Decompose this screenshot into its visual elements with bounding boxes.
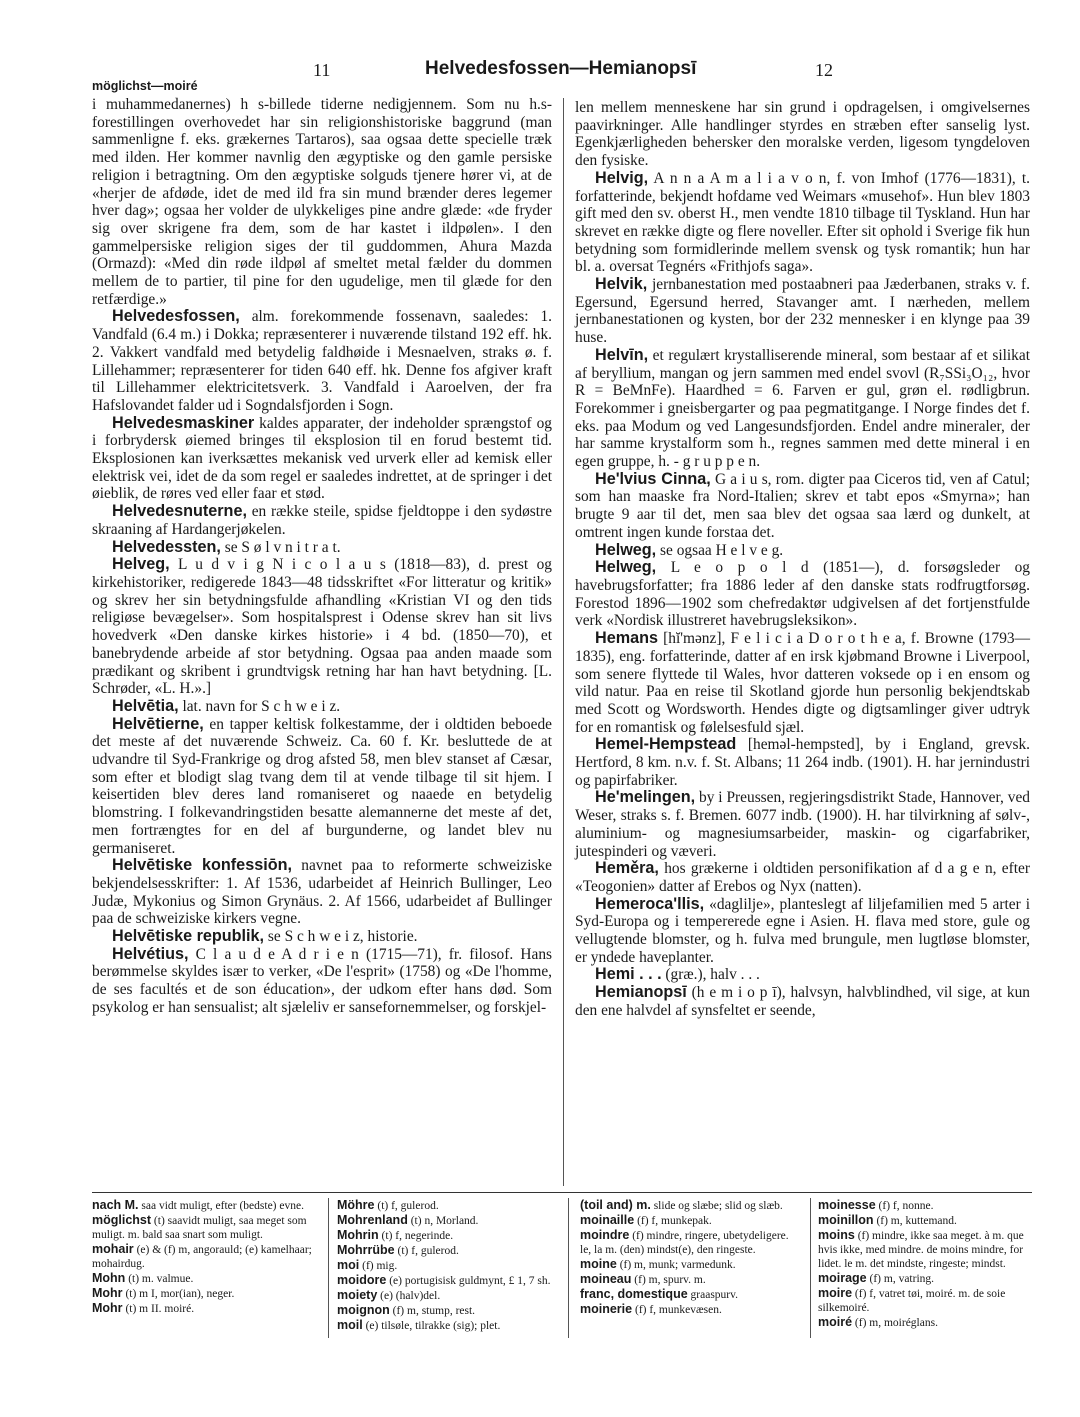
- vocab-gloss: (f) f, munkevæsen.: [632, 1304, 722, 1316]
- entry-text: G a i u s, rom. digter paa Ciceros tid, ven af Catul; som han maaske fra Nord-Italien; skrev et tabt epos «Smyrna»; han brugte 9 aar til det, men saa blev det ogsaa saa lærd og dunkelt, at omtrent ingen kunde forstaa det.: [575, 470, 1030, 541]
- entry-headword: Helweg,: [595, 558, 657, 577]
- column-divider: [563, 98, 564, 1186]
- entry-headword: Hemeroca'llis,: [595, 894, 705, 913]
- vocab-headword: moinaille: [580, 1213, 635, 1227]
- dictionary-entry: [575, 347, 1030, 471]
- dictionary-entry: [575, 471, 1030, 542]
- vocab-headword: Mohrenland: [337, 1213, 408, 1227]
- vocab-entry: [580, 1272, 802, 1287]
- entry-text: by i Preussen, regjeringsdistrikt Stade, Hannover, ved Weser, straks s. f. Bremen. 6077 indb. (1900). H. har tilvirkning af sølv-, aluminium- og magnesiumsarbeider, maskin- og cigarfabriker, jutespinderi og væveri.: [575, 789, 1030, 860]
- vocab-headword: moidore: [337, 1273, 387, 1287]
- vocab-headword: Möhre: [337, 1198, 375, 1212]
- entry-text: jernbanestation med postaabneri paa Jæderbanen, straks v. f. Egersund, Egersund herred, Stavanger amt. I nærheden, mellem jernbanestationen og kysten, bor der 232 mennesker i en klynge paa 39 huse.: [575, 276, 1030, 347]
- right-column: [575, 99, 1030, 1020]
- vocab-gloss: (t) m. valmue.: [125, 1273, 194, 1285]
- entry-text: L e o p o l d (1851—), d. forsøgsleder og havebrugsforfatter; fra 1886 leder af den danske stats rodfrugtforsøg. Forestod 1896—1902 som chefredaktør udgivelsen af det fortjenstfulde verk «Nordisk illustreret havebrugsleksikon».: [575, 559, 1030, 630]
- running-title: Helvedesfossen—Hemianopsī: [425, 58, 697, 79]
- vocab-gloss: (f) f, nonne.: [875, 1200, 934, 1212]
- entry-headword: Helvedesnuterne,: [112, 502, 247, 521]
- entry-text: alm. forekommende fossenavn, saaledes: 1. Vandfald (6.4 m.) i Dokka; repræsenterer i nuværende tilstand 192 eff. hk. 2. Vakkert vandfald med betydelig faldhøide i Mesnaelven, straks ø. f. Lillehammer; repræsenterer for tiden 640 eff. hk. Denne fos afgiver kraft til Lillehammer elektricitetsverk. 3. Vandfald i Aaroelven, der fra Hafslovandet falder ud i Sogndalsfjorden i Sogn.: [92, 308, 552, 414]
- entry-headword: Helveg,: [112, 555, 170, 574]
- vocab-entry: [818, 1271, 1032, 1286]
- dictionary-entry: [92, 716, 552, 858]
- dictionary-entry: [92, 415, 552, 504]
- vocab-gloss: (f) mindre, ikke saa meget. à m. que hvis ikke, med mindre. de moins mindre, for lidet. le m. det mindste, ringeste; mindst.: [818, 1230, 1024, 1270]
- entry-headword: Helvétius,: [112, 944, 189, 963]
- vocab-headword: Mohn: [92, 1271, 126, 1285]
- vocab-column-3: [580, 1198, 802, 1317]
- vocab-headword: mohair: [92, 1242, 134, 1256]
- entry-headword: Helvētierne,: [112, 714, 204, 733]
- entry-headword: Hemel-Hempstead: [595, 735, 737, 754]
- footer-divider: [92, 1192, 1032, 1193]
- vocab-gloss: (t) saavidt muligt, saa meget som muligt. m. bald saa snart som muligt.: [92, 1215, 307, 1241]
- vocab-divider: [328, 1198, 329, 1338]
- dictionary-entry: [92, 503, 552, 538]
- vocab-gloss: (f) m, spurv. m.: [631, 1274, 706, 1286]
- entry-text: se S c h w e i z, historie.: [264, 928, 418, 946]
- vocab-entry: [92, 1198, 317, 1213]
- vocab-gloss: (e) (halv)del.: [377, 1290, 441, 1302]
- entry-text: en række steile, spidse fjeldtoppe i den sydøstre skraaning af Hardangerjøkelen.: [92, 503, 552, 538]
- vocab-headword: moinesse: [818, 1198, 876, 1212]
- vocab-headword: moindre: [580, 1228, 630, 1242]
- entry-headword: Helvik,: [595, 275, 648, 294]
- entry-text: L u d v i g N i c o l a u s (1818—83), d. prest og kirkehistoriker, redigerede 1843—48 tidsskriftet «For litteratur og kritik» og skrev her sin betydningsfulde afhandling «Kristian VI og den tids religiøse bevægelser». Som hospitalsprest i Odense skrev han sit livs hovedverk «Den danske kirkes historie» i 4 bd. (1850—70), et banebrydende arbeide af stor betydning. Ogsaa paa anden maade som prædikant og skribent i grundtvigsk retning har han havt betydning. [L. Schrøder, «L. H.».]: [92, 556, 552, 698]
- vocab-headword: moiety: [337, 1288, 378, 1302]
- vocab-headword: franc, domestique: [580, 1287, 688, 1301]
- vocab-entry: [337, 1213, 557, 1228]
- vocab-entry: [818, 1286, 1032, 1315]
- vocab-entry: [337, 1243, 557, 1258]
- vocab-headword: moinillon: [818, 1213, 874, 1227]
- entry-text: en tapper keltisk folkestamme, der i oldtiden beboede det meste af det nuværende Schweiz. Ca. 60 f. Kr. besluttede de at udvandre til Syd-Frankrige og drog afsted 58, men blev stanset af Cæsar, som efter et blodigt slag tvang dem til at vende tilbage til sit hjem. I keisertiden blev deres land romaniseret og naaede en betydelig blomstring. I folkevandringstiden besatte alemannerne det meste af det, men fortrængtes for en del af burgunderne, og landet blev nu germaniseret.: [92, 715, 552, 857]
- entry-headword: Helvedessten,: [112, 537, 221, 556]
- vocab-divider: [568, 1198, 569, 1338]
- entry-text: se ogsaa H e l v e g.: [656, 541, 784, 559]
- vocab-entry: [92, 1286, 317, 1301]
- vocab-gloss: (f) mindre, ringere, ubetydeligere. le, la m. (den) mindst(e), den ringeste.: [580, 1230, 789, 1256]
- vocab-entry: [580, 1287, 802, 1302]
- page-number-right: 12: [815, 60, 833, 80]
- vocab-gloss: saa vidt muligt, efter (bedste) evne.: [138, 1200, 304, 1212]
- entry-text: navnet paa to reformerte schweiziske bekjendelsesskrifter: 1. Af 1536, udarbeidet af Heinrich Bullinger, Leo Judæ, Mykonius og Simon Grynäus. 2. Af 1566, udarbeidet af Bullinger paa de schweiziske kirkers vegne.: [92, 857, 552, 928]
- vocab-entry: [337, 1258, 557, 1273]
- vocab-headword: moignon: [337, 1303, 390, 1317]
- entry-text: [heməl-hempsted], by i England, grevsk. Hertford, 8 km. n.v. f. St. Albans; 11 264 indb. (1901). H. har jernindustri og papirfabriker.: [575, 736, 1030, 789]
- vocab-gloss: (f) f, vatret tøi, moiré. m. de soie silkemoiré.: [818, 1288, 1006, 1314]
- catchword-left: möglichst—moiré: [92, 79, 198, 93]
- vocab-gloss: (e) portugisisk guldmynt, £ 1, 7 sh.: [386, 1275, 551, 1287]
- dictionary-entry: [575, 736, 1030, 789]
- vocab-column-1: [92, 1198, 317, 1316]
- vocab-headword: Mohr: [92, 1286, 123, 1300]
- left-column: [92, 96, 552, 1017]
- vocab-divider: [810, 1198, 811, 1338]
- entry-continuation: len mellem menneskene har sin grund i opdragelsen, i omgivelsernes paavirkninger. Alle handlinger styrdes en stræben efter sanselig lyst. Egenkjærligheden behersker den moralske verden, ligesom tyngdeloven den fysiske.: [575, 99, 1030, 170]
- dictionary-entry: [575, 276, 1030, 347]
- entry-headword: He'lvius Cinna,: [595, 469, 711, 488]
- entry-continuation: i muhammedanernes) h s-billede tiderne nedigjennem. Som nu h.s-forestillingen overhovedet har sin religionshistoriske baggrund (man sammenligne f. eks. grækernes Tartaros), saa ogsaa dette specielle træk med ilden. Her kommer navnlig den ægyptiske og den gamle persiske religion i betragtning. Om den ægyptiske solguds tjenere hører vi, at de «herjer de afdøde, idet de med ild fra sin mund brænder deres legemer hver dag»; ogsaa her volder de ulykkeliges pine andre glæde: «de fryder sig over skrigene fra dem, som de har kastet i ildpølen». I den gammelpersiske religion siges der til guddommen, Ahura Mazda (Ormazd): «Med din røde ildpøl af smeltet metal fælder du dommen mellem de to partier, til pine for den ugudelige, men til glæde for den retfærdige.»: [92, 96, 552, 308]
- dictionary-entry: [575, 542, 1030, 560]
- vocab-gloss: (t) f, negerinde.: [378, 1230, 454, 1242]
- vocab-entry: [580, 1228, 802, 1257]
- entry-headword: He'melingen,: [595, 788, 696, 807]
- vocab-entry: [580, 1213, 802, 1228]
- dictionary-entry: [575, 984, 1030, 1019]
- entry-headword: Hemianopsī: [595, 983, 687, 1002]
- dictionary-entry: [92, 946, 552, 1017]
- vocab-entry: [337, 1273, 557, 1288]
- vocab-headword: Mohr: [92, 1301, 123, 1315]
- entry-text: [hĭ'mənz], F e l i c i a D o r o t h e a, f. Browne (1793—1835), eng. forfatterinde, datter af en irsk kjøbmand Browne i Liverpool, som senere flyttede til Wales, hvor datteren voksede op i en ensom og vild natur. Paa en reise til Skotland gjorde hun personlig bekjendtskab med Scott og Wordsworth. Hendes digte og digtsamlinger giver udtryk for en romantisk og følelsesfuld sjæl.: [575, 630, 1030, 736]
- vocab-entry: [818, 1315, 1032, 1330]
- entry-text: C l a u d e A d r i e n (1715—71), fr. filosof. Hans berømmelse skyldes især to verker, «De l'esprit» (1758) og «De l'homme, de ses facultés et de son éducation», der udkom efter hans død. Som psykolog er han sensualist; alt sjæleliv er sansefornemmelser, og forskjel-: [92, 945, 552, 1016]
- vocab-entry: [92, 1242, 317, 1271]
- entry-headword: Helvig,: [595, 168, 649, 187]
- entry-text: hos grækerne i oldtiden personifikation af d a g e n, efter «Teogonien» datter af Erebos og Nyx (natten).: [575, 860, 1030, 895]
- vocab-gloss: (f) mig.: [359, 1260, 398, 1272]
- vocab-headword: Mohrrübe: [337, 1243, 395, 1257]
- vocab-headword: moiré: [818, 1315, 853, 1329]
- vocab-gloss: slide og slæbe; slid og slæb.: [650, 1200, 783, 1212]
- entry-text: (h e m i o p ī), halvsyn, halvblindhed, vil sige, at kun den ene halvdel af synsfeltet er seende,: [575, 984, 1030, 1019]
- vocab-gloss: (t) f, gulerod.: [374, 1200, 439, 1212]
- vocab-gloss: (f) m, stump, rest.: [389, 1305, 476, 1317]
- dictionary-entry: [575, 896, 1030, 967]
- dictionary-entry: [575, 559, 1030, 630]
- dictionary-entry: [92, 857, 552, 928]
- vocab-column-4: [818, 1198, 1032, 1330]
- entry-headword: Helvētia,: [112, 696, 179, 715]
- entry-text: A n n a A m a l i a v o n, f. von Imhof (1776—1831), t. forfatterinde, bekjendt hofdame ved Weimars «musehof». Hun blev 1803 gift med den sv. oberst H., men vendte 1810 tilbage til Tyskland. Hun har skrevet en række digte og flere noveller. Efter sit ophold i Sverige fik hun betydning som formidlerinde mellem svensk og tysk romantik; hun har bl. a. oversat Tegnérs «Frithjofs saga».: [575, 169, 1030, 276]
- entry-text: (græ.), halv . . .: [661, 966, 760, 984]
- vocab-gloss: (f) m, munk; varmedunk.: [616, 1259, 736, 1271]
- vocab-headword: moinerie: [580, 1302, 633, 1316]
- entry-text: et regulært krystalliserende mineral, som bestaar af et silikat af beryllium, mangan og jern sammen med endel svovl (R₇SSi₃O₁₂, hvor R = BeMnFe). Haardhed = 6. Farven er gul, grøn el. rødligbrun. Forekommer i gneisbergarter og paa pegmatitgange. I Norge findes det f. eks. paa Modum og ved Langesundsfjorden. Endel andre mineraler, der har samme krystalform som h., regnes sammen med dette mineral i en egen gruppe, h. - g r u p p e n.: [575, 346, 1030, 471]
- entry-headword: Hemi . . .: [595, 965, 662, 984]
- entry-headword: Hemans: [595, 629, 658, 648]
- vocab-gloss: (t) m II. moiré.: [122, 1303, 195, 1315]
- vocab-entry: [580, 1198, 802, 1213]
- vocab-entry: [337, 1303, 557, 1318]
- vocab-headword: moi: [337, 1258, 360, 1272]
- vocab-headword: moirage: [818, 1271, 867, 1285]
- dictionary-entry: [92, 556, 552, 698]
- entry-headword: Helweg,: [595, 540, 657, 559]
- vocab-entry: [818, 1213, 1032, 1228]
- vocab-gloss: (f) f, munkepak.: [634, 1215, 712, 1227]
- dictionary-entry: [92, 308, 552, 414]
- vocab-entry: [818, 1228, 1032, 1271]
- dictionary-entry: [575, 789, 1030, 860]
- vocab-headword: moins: [818, 1228, 855, 1242]
- vocab-entry: [92, 1271, 317, 1286]
- dictionary-entry: [92, 539, 552, 557]
- vocab-entry: [580, 1257, 802, 1272]
- vocab-entry: [337, 1288, 557, 1303]
- vocab-entry: [580, 1302, 802, 1317]
- vocab-gloss: (e) tilsøle, tilrakke (sig); plet.: [362, 1320, 501, 1332]
- vocab-entry: [337, 1228, 557, 1243]
- entry-headword: Helvīn,: [595, 345, 649, 364]
- vocab-gloss: graaspurv.: [687, 1289, 739, 1301]
- entry-text: «daglilje», planteslegt af liljefamilien med 5 arter i Syd-Europa og i tempererede egne i Asien. H. flava med store, gule og vellugtende blomster, og h. fulva med brungule, men lugtløse blomster, er yndede haveplanter.: [575, 895, 1030, 966]
- vocab-gloss: (f) m, kuttemand.: [873, 1215, 957, 1227]
- vocab-entry: [818, 1198, 1032, 1213]
- entry-text: lat. navn for S c h w e i z.: [178, 697, 341, 715]
- entry-text: kaldes apparater, der indeholder sprængstof og i forbrydersk øiemed bringes til eksplosion til en forud bestemt tid. Eksplosionen kan iverksættes mekanisk ved urverk eller ad kemisk eller elektrisk vei, idet de da som regel er saaledes indrettet, at de springer i det øieblik, de røres ved eller faar et stød.: [92, 414, 552, 503]
- entry-text: se S ø l v n i t r a t.: [220, 538, 341, 556]
- vocab-headword: nach M.: [92, 1198, 139, 1212]
- vocab-gloss: (t) m I, mor(ian), neger.: [122, 1288, 235, 1300]
- vocab-headword: moine: [580, 1257, 617, 1271]
- dictionary-entry: [575, 860, 1030, 895]
- dictionary-entry: [575, 630, 1030, 736]
- vocab-gloss: (t) f, gulerod.: [394, 1245, 459, 1257]
- dictionary-entry: [575, 966, 1030, 984]
- vocab-gloss: (f) m, moiréglans.: [852, 1317, 938, 1329]
- vocab-gloss: (f) m, vatring.: [866, 1273, 935, 1285]
- vocab-gloss: (t) n, Morland.: [407, 1215, 479, 1227]
- entry-headword: Helvētiske republik,: [112, 927, 265, 946]
- vocab-entry: [337, 1198, 557, 1213]
- entry-headword: Heměra,: [595, 859, 659, 878]
- vocab-column-2: [337, 1198, 557, 1333]
- page-number-left: 11: [313, 60, 331, 80]
- entry-headword: Helvētiske konfessiōn,: [112, 856, 292, 875]
- vocab-gloss: (e) & (f) m, angorauld; (e) kamelhaar; mohairdug.: [92, 1244, 312, 1270]
- dictionary-entry: [92, 698, 552, 716]
- vocab-headword: möglichst: [92, 1213, 152, 1227]
- vocab-entry: [92, 1301, 317, 1316]
- vocab-entry: [337, 1318, 557, 1333]
- entry-headword: Helvedesmaskiner: [112, 413, 255, 432]
- vocab-entry: [92, 1213, 317, 1242]
- vocab-headword: (toil and) m.: [580, 1198, 651, 1212]
- dictionary-entry: [92, 928, 552, 946]
- dictionary-entry: [575, 170, 1030, 276]
- vocab-headword: moineau: [580, 1272, 632, 1286]
- vocab-headword: moil: [337, 1318, 363, 1332]
- vocab-headword: Mohrin: [337, 1228, 379, 1242]
- vocab-headword: moire: [818, 1286, 853, 1300]
- entry-headword: Helvedesfossen,: [112, 307, 240, 326]
